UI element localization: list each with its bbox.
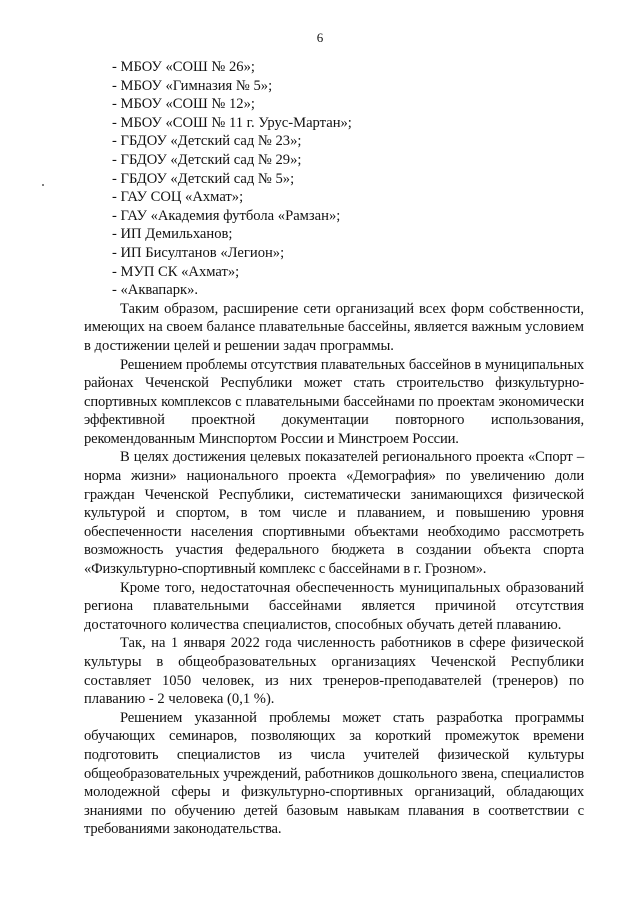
page-number: 6 bbox=[316, 30, 324, 45]
paragraph-staff-statistics: Так, на 1 января 2022 года численность работников в сфере физической культуры в общеобразовательных организациях Чеченской Республики составляет 1050 человек, из них тренеров-преподавателей (тренеров) по плаванию - 2 человека (0,1 %). bbox=[84, 635, 584, 708]
list-item: - МУП СК «Ахмат»; bbox=[112, 263, 240, 280]
list-item: - ИП Бисултанов «Легион»; bbox=[112, 244, 285, 261]
list-item: - ГБДОУ «Детский сад № 23»; bbox=[112, 133, 302, 150]
paragraph-training-seminars: Решением указанной проблемы может стать разработка программы обучающих семинаров, позволяющих за короткий промежуток времени подготовить специалистов из числа учителей физической культуры общеобразовательных учреждений, работников дошкольного звена, специалистов молодежной сферы и физкультурно-спортивных организаций, обладающих знаниями по обучению детей базовым навыкам плавания в соответствии с требованиями законодательства. bbox=[84, 709, 584, 838]
paragraph-specialist-shortage: Кроме того, недостаточная обеспеченность муниципальных образований региона плавательными бассейнами является причиной отсутствия достаточного количества специалистов, способных обучать детей плаванию. bbox=[84, 579, 584, 633]
list-item: - МБОУ «СОШ № 12»; bbox=[112, 96, 255, 113]
list-item: - ГБДОУ «Детский сад № 5»; bbox=[112, 170, 295, 187]
paragraph-pool-construction: Решением проблемы отсутствия плавательных бассейнов в муниципальных районах Чеченской Республики может стать строительство физкультурно-спортивных комплексов с плавательными бассейнами по проектам экономически эффективной проектной документации повторного использования, рекомендованным Минспортом России и Минстроем России. bbox=[84, 356, 584, 447]
organization-list bbox=[84, 58, 584, 300]
list-item: - МБОУ «СОШ № 11 г. Урус-Мартан»; bbox=[112, 114, 352, 131]
paragraph-network-expansion: Таким образом, расширение сети организаций всех форм собственности, имеющих на своем балансе плавательные бассейны, является важным условием в достижении целей и решении задач программы. bbox=[84, 300, 584, 354]
list-item: - ГАУ «Академия футбола «Рамзан»; bbox=[112, 207, 341, 224]
document-body bbox=[84, 58, 584, 839]
list-item: - «Аквапарк». bbox=[112, 282, 199, 299]
list-item: - ГАУ СОЦ «Ахмат»; bbox=[112, 189, 244, 206]
list-item: - ГБДОУ «Детский сад № 29»; bbox=[112, 151, 302, 168]
scan-speck bbox=[42, 184, 44, 186]
list-item: - ИП Демильханов; bbox=[112, 226, 233, 243]
paragraph-federal-budget: В целях достижения целевых показателей регионального проекта «Спорт – норма жизни» национального проекта «Демография» по увеличению доли граждан Чеченской Республики, систематически занимающихся физической культурой и спортом, в том числе и плаванием, и повышению уровня обеспеченности населения спортивными объектами необходимо рассмотреть возможность участия федерального бюджета в создании объекта спорта «Физкультурно-спортивный комплекс с бассейнами в г. Грозном». bbox=[84, 449, 584, 578]
list-item: - МБОУ «СОШ № 26»; bbox=[112, 59, 255, 75]
list-item: - МБОУ «Гимназия № 5»; bbox=[112, 77, 273, 94]
